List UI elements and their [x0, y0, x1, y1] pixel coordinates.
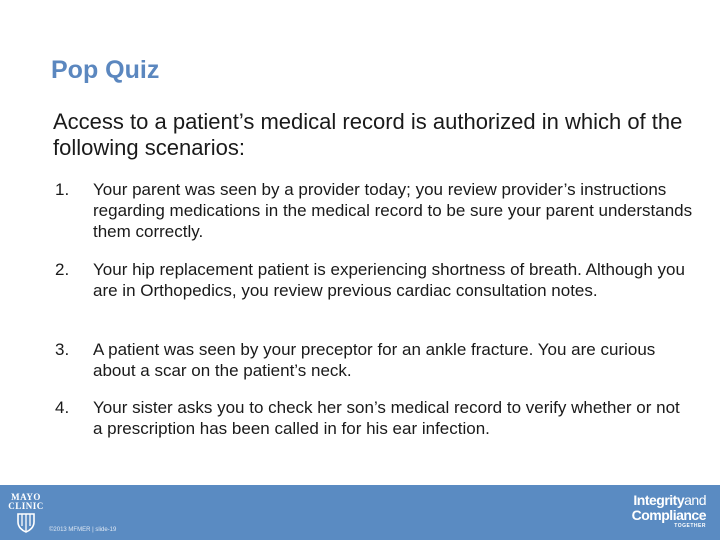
logo-text-line1: MAYO [11, 492, 41, 502]
brand-word-integrity: Integrity [633, 492, 685, 508]
option-number: 3. [55, 340, 70, 359]
integrity-compliance-brand [632, 493, 706, 530]
logo-text-line2: CLINIC [8, 501, 44, 511]
option-text: A patient was seen by your preceptor for an ankle fracture. You are curious about a scar on the patient’s neck. [93, 340, 656, 380]
option-text: Your parent was seen by a provider today; you review provider’s instructions regarding medications in the medical record to be sure your parent understands them correctly. [93, 180, 693, 241]
quiz-question: Access to a patient’s medical record is authorized in which of the following scenarios: [53, 109, 683, 160]
copyright-text: ©2013 MFMER | slide-19 [49, 527, 117, 533]
option-number: 2. [55, 260, 70, 279]
shield-icon [17, 513, 35, 533]
option-number: 4. [55, 398, 70, 417]
brand-tagline: TOGETHER [674, 523, 706, 529]
mayo-clinic-logo [8, 493, 44, 535]
option-text: Your hip replacement patient is experiencing shortness of breath. Although you are in Orthopedics, you review previous cardiac consultation notes. [93, 260, 685, 300]
option-number: 1. [55, 180, 70, 199]
brand-line-1 [632, 493, 706, 508]
brand-word-compliance: Compliance [631, 507, 706, 523]
slide-title: Pop Quiz [51, 56, 160, 84]
brand-word-and: and [684, 492, 706, 508]
option-text: Your sister asks you to check her son’s medical record to verify whether or not a prescription has been called in for his ear infection. [93, 398, 680, 438]
